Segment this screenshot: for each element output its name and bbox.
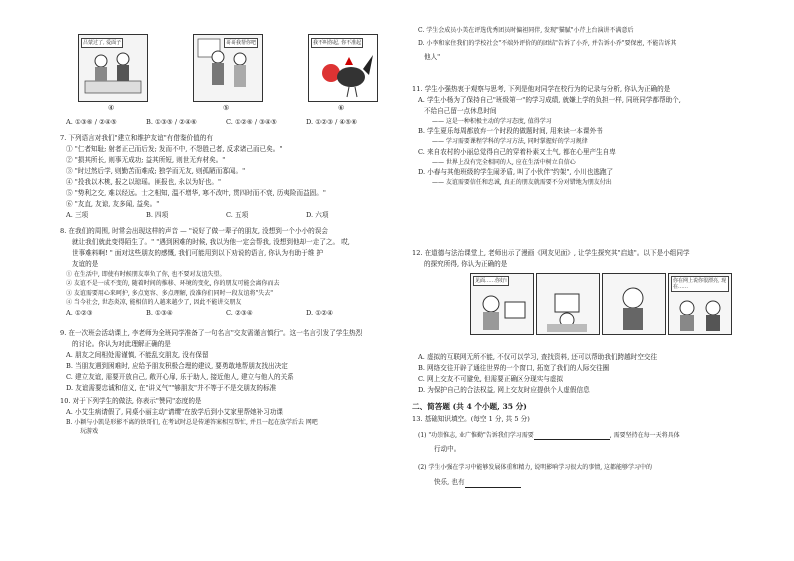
q13-title: 13. 基础知识填空。(每空 1 分, 共 5 分)	[412, 415, 530, 423]
q8-item-4: ④ 当今社会, 世态炎凉, 能相信的人越来越少了, 因此不能讲交朋友	[66, 299, 242, 307]
q10-option-c[interactable]: C. 学生会成员小美在评选优秀团员时偏袒同伴, 发现"猫腻"小芹上台演讲不满意后	[418, 27, 634, 34]
q8-stem-1: 8. 在我们的周围, 时常会出现这样的声音 — "说好了做一辈子的朋友, 没想到一个小小的误会	[60, 227, 328, 235]
q7-item-4: ④ "投我以木桃, 报之以琼瑶。匪报也, 永以为好也。"	[66, 178, 222, 186]
q9-stem-2: 的讨论。你认为对此理解正确的是	[72, 340, 171, 348]
left-column	[60, 0, 395, 561]
section-2	[412, 400, 752, 488]
q8-option-c[interactable]: C. ②③④	[226, 308, 253, 317]
q9-option-b[interactable]: B. 当朋友遇到困难时, 应给予朋友积极合理的建议, 要勇敢地帮朋友找出决定	[66, 362, 288, 370]
q13-blank-2[interactable]	[465, 480, 521, 488]
q9-block	[60, 328, 395, 394]
comic-panel-1	[470, 273, 534, 335]
q10-option-b-cont: 玩游戏	[80, 428, 99, 436]
q8-options	[60, 308, 395, 319]
q10-stem: 10. 对于下列学生的做法, 你表示"赞同"态度的是	[60, 397, 202, 405]
q10-option-a[interactable]: A. 小艾生病请假了, 同桌小丽主动"请缨"在放学后到小艾家里帮她补习功课	[66, 408, 284, 416]
q13-item-2-cont	[412, 477, 752, 488]
q8-item-2: ② 友谊不是一成不变的, 随着时间的推移、环境的变化, 你的朋友可能会离你而去	[66, 280, 280, 288]
q6-option-d[interactable]: D. ①②③ / ④⑤⑥	[306, 118, 358, 126]
q9-option-a[interactable]: A. 朋友之间相处需谨慎, 不能乱交朋友, 没有保留	[66, 351, 209, 359]
q10-option-d[interactable]: D. 小李和家住我们的学校社会"不端外评价的的团结"告诉了小乔, 并告诉小乔"要保密, 不能告诉其	[418, 40, 677, 48]
q7-option-b[interactable]: B. 四项	[146, 211, 169, 219]
q12-option-d[interactable]: D. 为保护自己的合法权益, 网上交友时应提供个人虚假信息	[418, 386, 590, 394]
q10-block	[60, 396, 395, 437]
q7-item-3: ③ "时过然后学, 则勤苦而难成; 独学而无友, 则孤陋而寡闻。"	[66, 167, 246, 175]
q12-stem-2: 的探究所得, 你认为正确的是	[424, 260, 508, 268]
q8-block	[60, 226, 395, 319]
q12-block	[412, 248, 752, 270]
q13-item-2-text-b: 快乐, 也有	[434, 477, 465, 486]
q7-block	[60, 133, 395, 221]
comic-panel-3	[602, 273, 666, 335]
cartoon-4-caption: 吕蒙过了, 爱面子	[83, 40, 122, 46]
q7-option-a[interactable]: A. 三项	[66, 211, 89, 219]
q6-option-a[interactable]: A. ①③⑥ / ②④⑤	[66, 118, 117, 126]
q13-item-1-text-b: , 需要坚持在每一天将具体	[609, 432, 680, 439]
q9-option-d[interactable]: D. 友谊需要忠诚和信义, 在"讲义气""够朋友"并不等于不是交朋友的标准	[66, 384, 277, 392]
cartoon-5-number: ⑤	[223, 104, 230, 112]
section-2-title: 二、简答题 (共 4 个小题, 35 分)	[412, 402, 527, 411]
q11-comment-a: —— 这是一种积极主动的学习态度, 值得学习	[432, 118, 552, 125]
q8-option-d[interactable]: D. ①②④	[306, 308, 333, 317]
cartoon-6-caption: 我不叫你起, 你不准起	[313, 40, 362, 46]
q11-option-a-cont: 不给自己留一点休息时间	[424, 107, 497, 115]
q12-option-c[interactable]: C. 网上交友不可避免, 但需要正确区分现实与虚拟	[418, 375, 564, 383]
cartoon-6-number: ⑥	[338, 104, 345, 112]
q8-stem-2: 就让我们就此变得陌生了。" "遇到困难的时候, 我以为他一定会帮我, 没想到他却一走了之。 哎,	[72, 238, 350, 246]
q6-cartoons	[78, 34, 378, 112]
q8-option-b[interactable]: B. ①③④	[146, 308, 173, 317]
cartoon-6	[308, 34, 378, 102]
comic-caption-4: 你在网上说你很漂亮, 现在……	[671, 276, 729, 292]
q10-option-b[interactable]: B. 小颖与小凯是形影不离的铁哥们, 在考试时总是传递答案相互帮忙, 并且一起在放学后去 网吧	[66, 419, 318, 426]
cartoon-4-number: ④	[108, 104, 115, 112]
q8-item-1: ① 在生活中, 即使有时候朋友辜负了你, 也不要对友谊失望。	[66, 271, 226, 278]
q13-item-1-text-a: (1) "功崇惟志, 业广惟勤"告诉我们学习需要	[418, 432, 534, 439]
q12-stem-1: 12. 在道德与法治课堂上, 老师出示了漫画《网友见面》, 让学生探究其"启迪"。以下是小组同学	[412, 249, 690, 257]
q11-option-a[interactable]: A. 学生小杨为了保持自己"班级第一"的学习成绩, 就嫌上学的负担一样, 同班同学都帮助个,	[418, 96, 681, 104]
q11-option-d[interactable]: D. 小春与其他班级的学生闹矛盾, 叫了小伙伴"约架", 小川也逃跑了	[418, 168, 614, 177]
q11-block	[412, 84, 752, 188]
q7-item-5: ⑤ "势利之交, 难以经远。士之相知, 温不增华, 寒不改叶, 贯四时而不衰, 历夷险而益固。"	[66, 189, 326, 197]
q12-option-b[interactable]: B. 网络交往开辟了通往世界的一个窗口, 拓宽了我们的人际交往圈	[418, 364, 610, 372]
q7-item-2: ② "损其所长, 则事无成功; 益其所短, 则世无弃材矣。"	[66, 156, 226, 164]
comic-panel-2-drawing	[537, 274, 599, 334]
q11-option-b[interactable]: B. 学生夏乐每周都放弃一个时段的做题时间, 用来读一本课外书	[418, 127, 603, 136]
q12-options	[412, 352, 752, 396]
q13-item-1-cont: 行动中。	[434, 445, 461, 454]
q8-option-a[interactable]: A. ①②③	[66, 308, 93, 317]
q11-option-c[interactable]: C. 来自农村的小丽总觉得自己的穿着朴素又土气, 都在心里产生自卑	[418, 147, 616, 156]
q6-option-c[interactable]: C. ①②⑥ / ③④⑤	[226, 118, 277, 126]
q8-stem-3: 世事难料啊! " 面对这些朋友的感慨, 我们可能用到以下劝说的语言, 你认为有助于维 护	[72, 249, 324, 257]
q6-options	[66, 118, 386, 126]
cartoon-5-caption: 哥哥我帮你吧	[226, 40, 257, 46]
q10-option-d-cont: 他人"	[424, 52, 441, 61]
cartoon-4	[78, 34, 148, 102]
comic-panel-3-drawing	[603, 274, 665, 334]
comic-panel-2	[536, 273, 600, 335]
q9-stem-1: 9. 在一次班会活动课上, 李老师为全班同学准备了一句名言"交友需谨言慎行"。这一名言引发了学生热烈	[60, 329, 363, 337]
q11-stem: 11. 学生小强热衷于观察与思考, 下列是他对同学在校行为的记录与分析, 你认为正确的是	[412, 85, 671, 93]
q7-stem: 7. 下列语言对我们"建立和维护友谊"有借鉴价值的有	[60, 134, 213, 142]
q11-comment-b: —— 学习需要课程学科的学习方法, 同时掌握好的学习规律	[432, 138, 588, 146]
q8-stem-4: 友谊的是	[72, 260, 99, 268]
q9-option-c[interactable]: C. 建立友谊, 需要开放自己, 敞开心扉, 乐于助人, 接近他人, 建立与他人的关系	[66, 373, 294, 381]
q11-comment-d: —— 友谊需要信任和忠诚, 真正的朋友就需要不分对错地为朋友付出	[432, 179, 612, 187]
q13-item-1	[412, 431, 752, 440]
q12-comic	[470, 273, 730, 335]
comic-panel-4	[668, 273, 732, 335]
q13-item-2: (2) 学生小强在学习中能够发展体重和精力, 说明影响学习很大的事情, 这都能够学习中的	[418, 464, 653, 472]
q13-blank-1[interactable]	[534, 432, 610, 440]
q7-option-d[interactable]: D. 六项	[306, 211, 329, 219]
q7-options	[60, 210, 395, 221]
q7-item-6: ⑥ "友直, 友谅, 友多闻, 益矣。"	[66, 200, 160, 208]
q10-cont	[412, 26, 752, 63]
q7-item-1: ① "仁者知耻; 射者正己而后发; 发而不中, 不怨胜己者, 反求诸己而已矣。"	[66, 145, 283, 153]
q8-item-3: ③ 友谊需要用心来呵护, 多点宽容、多点理解, 没准你们同时一段友谊将"失去"	[66, 289, 274, 297]
q7-option-c[interactable]: C. 五项	[226, 211, 249, 219]
q11-comment-c: —— 世界上没有完全相同的人, 应在生活中树立自信心	[432, 158, 576, 166]
cartoon-5	[193, 34, 263, 102]
q6-option-b[interactable]: B. ①③⑤ / ②④⑥	[146, 118, 197, 126]
q12-option-a[interactable]: A. 虚拟的互联网无所不能, 不仅可以学习, 查找资料, 还可以帮助我们跨越时空交往	[418, 353, 658, 361]
comic-caption-1: 见面……你好!	[475, 278, 508, 284]
right-column	[412, 0, 752, 561]
